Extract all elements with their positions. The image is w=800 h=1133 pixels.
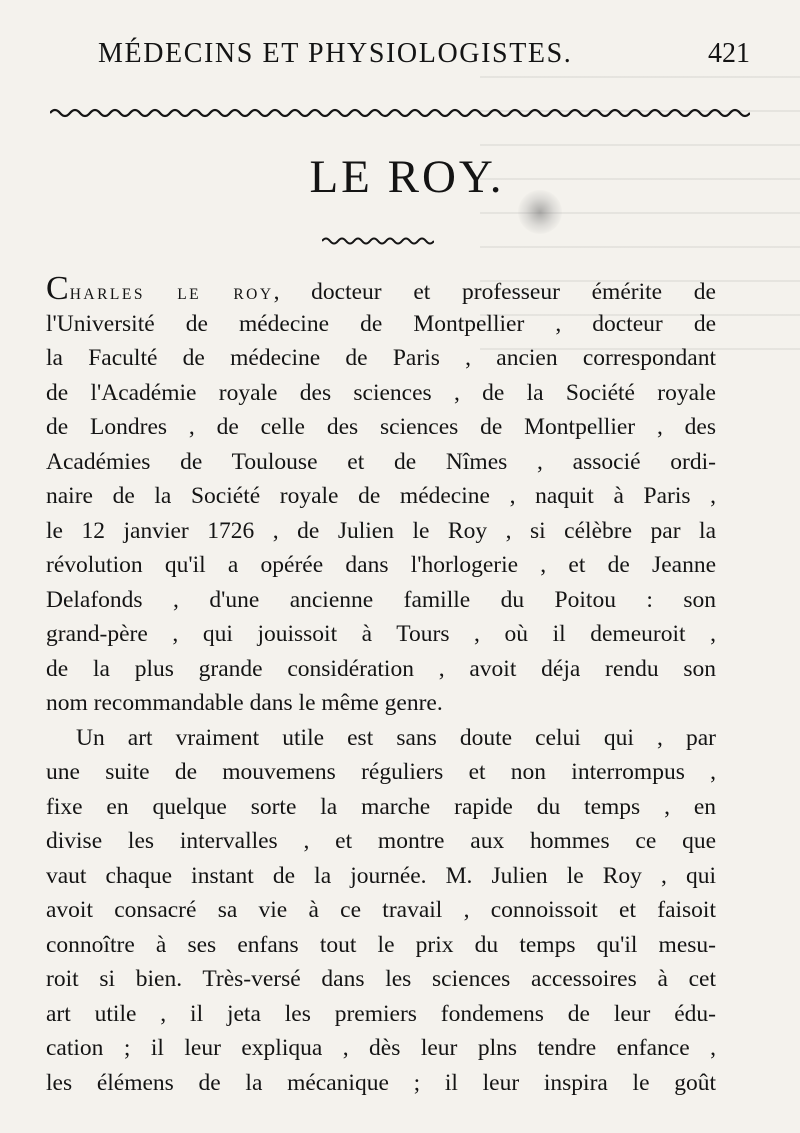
text-line: la Faculté de médecine de Paris , ancien correspondant bbox=[46, 345, 716, 371]
paragraph-2-first-line: Un art vraiment utile est sans doute celui qui , par bbox=[76, 724, 716, 751]
text-line: , docteur et professeur émérite de bbox=[273, 279, 716, 305]
text-line: naire de la Société royale de médecine , naquit à Paris , bbox=[46, 483, 716, 509]
text-line: divise les intervalles , et montre aux hommes ce que bbox=[46, 828, 716, 854]
text-line: de l'Académie royale des sciences , de la Société royale bbox=[46, 379, 716, 406]
text-line: art utile , il jeta les premiers fondemens de leur édu- bbox=[46, 1000, 716, 1027]
wavy-rule-top bbox=[50, 104, 750, 122]
text-line: une suite de mouvemens réguliers et non interrompus , bbox=[46, 759, 716, 785]
text-line: les élémens de la mécanique ; il leur inspira le goût bbox=[46, 1069, 716, 1096]
text-line: cation ; il leur expliqua , dès leur plns tendre enfance , bbox=[46, 1035, 716, 1061]
text-line: vaut chaque instant de la journée. M. Julien le Roy , qui bbox=[46, 862, 716, 889]
text-line: de Londres , de celle des sciences de Montpellier , des bbox=[46, 414, 716, 440]
text-line: avoit consacré sa vie à ce travail , connoissoit et faisoit bbox=[46, 897, 716, 923]
text-line: connoître à ses enfans tout le prix du temps qu'il mesu- bbox=[46, 931, 716, 958]
text-line: roit si bien. Très-versé dans les sciences accessoires à cet bbox=[46, 966, 716, 992]
text-line: Académies de Toulouse et de Nîmes , associé ordi- bbox=[46, 448, 716, 475]
wavy-rule-small bbox=[322, 234, 434, 248]
page-header bbox=[60, 38, 750, 78]
text-line: le 12 janvier 1726 , de Julien le Roy , si célèbre par la bbox=[46, 517, 716, 544]
paragraph-1-first-line bbox=[46, 272, 716, 307]
text-line: révolution qu'il a opérée dans l'horlogerie , et de Jeanne bbox=[46, 552, 716, 578]
chapter-title: LE ROY. bbox=[309, 151, 505, 203]
page-number: 421 bbox=[708, 38, 750, 69]
text-line: de la plus grande considération , avoit déja rendu son bbox=[46, 655, 716, 682]
subject-name: HARLES LE ROY bbox=[69, 286, 274, 303]
body-text bbox=[46, 272, 716, 1100]
text-line: nom recommandable dans le même genre. bbox=[46, 690, 443, 716]
text-line: grand-père , qui jouissoit à Tours , où il demeuroit , bbox=[46, 621, 716, 647]
text-line: l'Université de médecine de Montpellier , docteur de bbox=[46, 310, 716, 337]
drop-cap: C bbox=[46, 270, 70, 307]
running-title: MÉDECINS ET PHYSIOLOGISTES. bbox=[98, 38, 573, 69]
text-line: Delafonds , d'une ancienne famille du Poitou : son bbox=[46, 586, 716, 613]
text-line: fixe en quelque sorte la marche rapide du temps , en bbox=[46, 793, 716, 820]
